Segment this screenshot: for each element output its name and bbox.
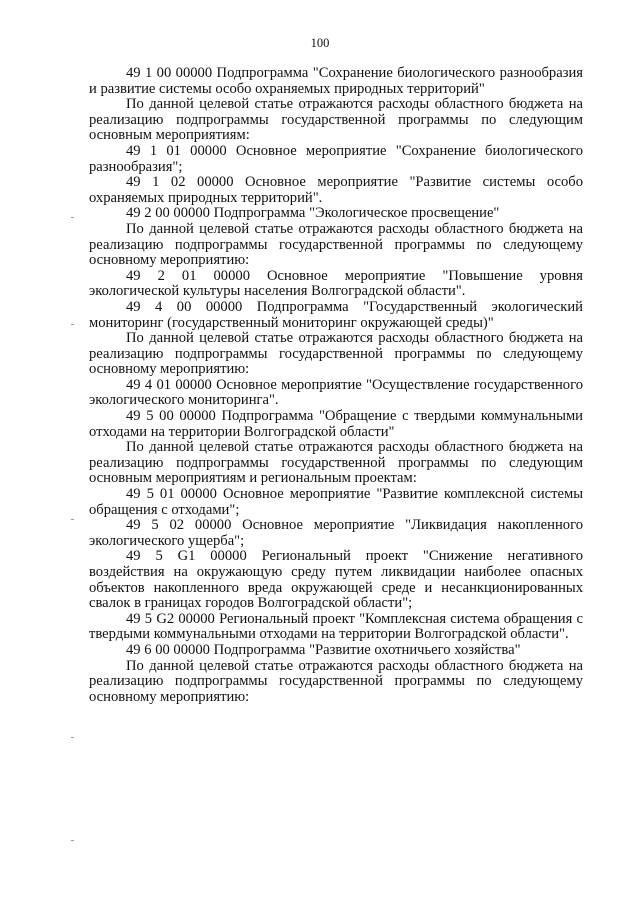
paragraph: По данной целевой статье отражаются расходы областного бюджета на реализацию подпрограммы государственной программы по следующему основному мероприятию: bbox=[89, 330, 583, 378]
scan-mark bbox=[71, 519, 74, 520]
paragraph: По данной целевой статье отражаются расходы областного бюджета на реализацию подпрограммы государственной программы по следующему основному мероприятию: bbox=[89, 657, 583, 705]
scan-mark bbox=[71, 737, 74, 738]
scan-mark bbox=[71, 324, 74, 325]
page-number: 100 bbox=[310, 36, 330, 50]
paragraph: 49 5 02 00000 Основное мероприятие "Ликвидация накопленного экологического ущерба"; bbox=[89, 517, 583, 549]
paragraph: 49 1 02 00000 Основное мероприятие "Развитие системы особо охраняемых природных территорий". bbox=[89, 174, 583, 206]
scan-mark bbox=[71, 840, 74, 841]
paragraph: 49 4 01 00000 Основное мероприятие "Осуществление государственного экологического мониторинга". bbox=[89, 376, 583, 409]
paragraph: 49 5 00 00000 Подпрограмма "Обращение с твердыми коммунальными отходами на территории Волгоградской области" bbox=[89, 408, 583, 440]
paragraph: По данной целевой статье отражаются расходы областного бюджета на реализацию подпрограммы государственной программы по следующему основному мероприятию: bbox=[89, 220, 583, 269]
paragraph: 49 4 00 00000 Подпрограмма "Государственный экологический мониторинг (государственный мониторинг окружающей среды)" bbox=[89, 298, 583, 331]
paragraph: 49 6 00 00000 Подпрограмма "Развитие охотничьего хозяйства" bbox=[126, 641, 521, 658]
paragraph: 49 2 00 00000 Подпрограмма "Экологическое просвещение" bbox=[126, 205, 500, 222]
paragraph: По данной целевой статье отражаются расходы областного бюджета на реализацию подпрограммы государственной программы по следующим основным мероприятиям и региональным проектам: bbox=[89, 439, 583, 487]
paragraph: 49 1 00 00000 Подпрограмма "Сохранение биологического разнообразия и развитие системы особо охраняемых природных территорий" bbox=[89, 65, 583, 97]
paragraph: По данной целевой статье отражаются расходы областного бюджета на реализацию подпрограммы государственной программы по следующим основным мероприятиям: bbox=[89, 96, 583, 144]
paragraph: 49 5 G1 00000 Региональный проект "Снижение негативного воздействия на окружающую среду путем ликвидации наиболее опасных объектов накопленного вреда окружающей среде и несанкционированных свалок в границах городов Волгоградской области"; bbox=[89, 548, 583, 612]
scan-mark bbox=[71, 217, 74, 218]
paragraph: 49 2 01 00000 Основное мероприятие "Повышение уровня экологической культуры населения Волгоградской области". bbox=[89, 267, 583, 300]
paragraph: 49 1 01 00000 Основное мероприятие "Сохранение биологического разнообразия"; bbox=[89, 142, 583, 175]
document-body bbox=[89, 66, 583, 705]
paragraph: 49 5 G2 00000 Региональный проект "Комплексная система обращения с твердыми коммунальными отходами на территории Волгоградской области". bbox=[89, 610, 583, 643]
paragraph: 49 5 01 00000 Основное мероприятие "Развитие комплексной системы обращения с отходами"; bbox=[89, 486, 583, 518]
